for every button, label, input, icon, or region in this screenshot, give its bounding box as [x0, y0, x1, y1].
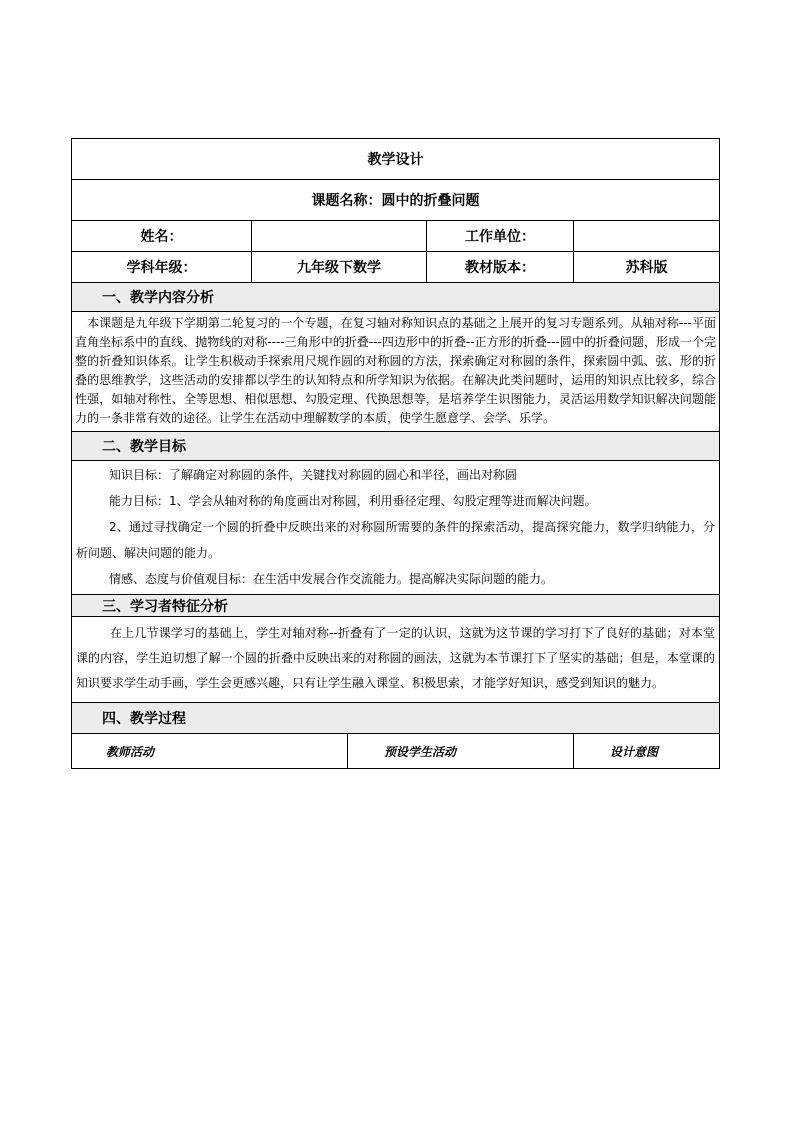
- name-value: [252, 221, 427, 252]
- unit-label: 工作单位：: [427, 221, 574, 252]
- document-title: 教学设计: [72, 139, 720, 180]
- info-row-grade: [72, 252, 720, 283]
- grade-label: 学科年级：: [72, 252, 252, 283]
- edition-value: 苏科版: [574, 252, 720, 283]
- info-row-name: [72, 221, 720, 252]
- section-heading-learner-analysis: 三、学习者特征分析: [72, 595, 720, 617]
- unit-value: [574, 221, 720, 252]
- lesson-plan-table: [71, 138, 720, 769]
- emotion-objective: 情感、态度与价值观目标：在生活中发展合作交流能力。提高解决实际问题的能力。: [109, 572, 554, 586]
- section-heading-objectives: 二、教学目标: [72, 432, 720, 461]
- process-header-row: [72, 734, 720, 769]
- col-teacher-activity: 教师活动: [72, 734, 348, 769]
- ability-objective-2: 2、通过寻找确定一个圆的折叠中反映出来的对称圆所需要的条件的探索活动，提高探究能力，数学归纳能力，分析问题、解决问题的能力。: [76, 520, 716, 560]
- edition-label: 教材版本：: [427, 252, 574, 283]
- objectives-body: [72, 461, 720, 595]
- name-label: 姓名：: [72, 221, 252, 252]
- grade-value: 九年级下数学: [252, 252, 427, 283]
- content-analysis-text: [72, 312, 720, 432]
- ability-objective-1: 能力目标：1、学会从轴对称的角度画出对称圆，利用垂径定理、勾股定理等进而解决问题。: [109, 494, 597, 508]
- section-heading-content-analysis: 一、教学内容分析: [72, 283, 720, 312]
- col-student-activity: 预设学生活动: [348, 734, 574, 769]
- section-heading-process: 四、教学过程: [72, 703, 720, 734]
- col-design-intent: 设计意图: [574, 734, 720, 769]
- course-name: 课题名称：圆中的折叠问题: [72, 180, 720, 221]
- content-analysis-paragraph: 本课题是九年级下学期第二轮复习的一个专题，在复习轴对称知识点的基础之上展开的复习专题系列。从轴对称---平面直角坐标系中的直线、抛物线的对称----三角形中的折叠---四边形中的折叠--正方形的折叠---圆中的折叠问题，形成一个完整的折叠知识体系。让学生积极动手探索用尺规作圆的对称圆的方法，探索确定对称圆的条件，探索圆中弧、弦、形的折叠的思维教学，这些活动的安排都以学生的认知特点和所学知识为依据。在解决此类问题时，运用的知识点比较多，综合性强，如轴对称性、全等思想、相似思想、勾股定理、代换思想等，是培养学生识图能力，灵活运用数学知识解决问题能力的一条非常有效的途径。让学生在活动中理解数学的本质，使学生愿意学、会学、乐学。: [75, 316, 717, 425]
- lesson-plan-sheet: [71, 138, 719, 769]
- learner-analysis-text: 在上几节课学习的基础上，学生对轴对称--折叠有了一定的认识，这就为这节课的学习打下了良好的基础；对本堂课的内容，学生迫切想了解一个圆的折叠中反映出来的对称圆的画法，这就为本节课打下了坚实的基础；但是，本堂课的知识要求学生动手画，学生会更感兴趣，只有让学生融入课堂、积极思索，才能学好知识，感受到知识的魅力。: [72, 617, 720, 703]
- knowledge-objective: 知识目标：了解确定对称圆的条件，关键找对称圆的圆心和半径，画出对称圆: [109, 468, 518, 482]
